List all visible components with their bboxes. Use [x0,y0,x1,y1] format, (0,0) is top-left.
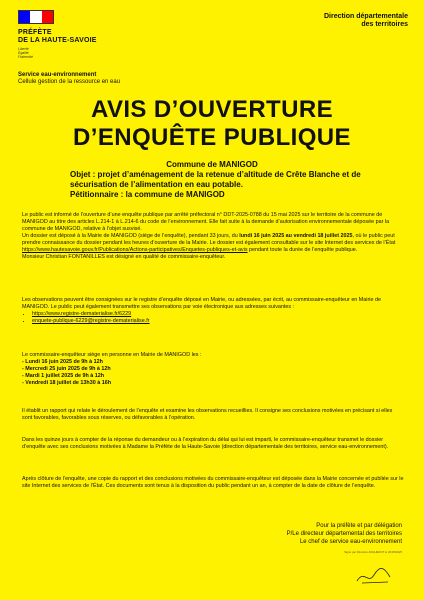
service-name: Service eau-environnement [18,72,97,78]
paragraph-rapport: Il établit un rapport qui relate le déroulement de l’enquête et examine les observations recueillies. Il consigne ses conclusions motivées en précisant si elles sont favorables, favorables sous réserves, ou défavorables à l’opération. [22,408,393,421]
objet-block [70,170,400,200]
signature-block: Pour la préfète et par délégation P/Le directeur départemental des territoires Le chef de service eau-environnement Signé par Direction ANGUENOT le 20/05/2025 [286,523,402,554]
registre-email-link[interactable]: enquete-publique-6229@registre-dematerialise.fr [32,318,150,324]
date-item: - Mercredi 25 juin 2025 de 9h à 12h [22,366,111,372]
signed-note: Signé par Direction ANGUENOT le 20/05/2025 [344,550,402,554]
date-item: - Lundi 16 juin 2025 de 9h à 12h [22,359,103,365]
hautesavoie-link[interactable]: https://www.hautesavoie.gouv.fr/Publications/Actions-participatives/Enquetes-publiques-et-avis [22,247,248,253]
petitionnaire-text: Pétitionnaire : la commune de MANIGOD [70,190,225,199]
french-flag-icon [18,10,54,24]
date-item: - Vendredi 18 juillet de 13h30 à 16h [22,380,111,386]
paragraph-announcement: Le public est informé de l’ouverture d’une enquête publique par arrêté préfectoral n° DDT-2025-0788 du 15 mai 2025 sur le territoire de la commune de MANIGOD au titre des articles L.214-1 à L.214-6 du code de l’environnement. Elle fait suite à la demande d’autorisation environnementale déposée par la commune de MANIGOD, relative à l’objet susvisé. Un dossier est déposé à la Mairie de MANIGOD (siège de l’enquête), pendant 33 jours, du lundi 16 juin 2025 au vendredi 18 juillet 2025, où le public peut prendre connaissance du dossier pendant les heures d’ouverture de la Mairie. Le dossier est également consultable sur le site Internet des services de l’État https://www.hautesavoie.gouv.fr/Publications/Actions-participatives/Enquetes-publiques-et-avis pendant toute la durée de l’enquête publique. Monsieur Christian FONTANILLES est désigné en qualité de commissaire-enquêteur. [22,212,396,260]
service-cell: Cellule gestion de la ressource en eau [18,79,121,85]
commune-label: Commune de MANIGOD [166,160,258,169]
direction-label: Direction départementale des territoires [323,13,408,28]
motto: Liberté Égalité Fraternité [18,47,33,59]
handwritten-signature [354,563,394,589]
notice-title: AVIS D’OUVERTURE D’ENQUÊTE PUBLIQUE [73,96,351,151]
paragraph-cloture: Après clôture de l’enquête, une copie du rapport et des conclusions motivées du commissaire-enquêteur est déposée dans la Mairie concernée et publiée sur le site Internet des services de l’État. Ces documents sont tenus à la disposition du public pendant un an, à compter de la date de clôture de l’enquête. [22,476,404,489]
date-item: - Mardi 1 juillet 2025 de 9h à 12h [22,373,105,379]
service-info [18,72,120,86]
prefecture-logo [18,10,168,59]
paragraph-transmission: Dans les quinze jours à compter de la réponse du demandeur ou à l’expiration du délai qui lui est imparti, le commissaire-enquêteur transmet le dossier d’enquête avec ses conclusions motivées à Madame la Préfète de la Haute-Savoie (direction départementale des territoires, service eau-environnement). [22,437,389,450]
paragraph-permanences: Le commissaire-enquêteur siège en personne en Mairie de MANIGOD les : - Lundi 16 juin 2025 de 9h à 12h - Mercredi 25 juin 2025 de 9h à 12h - Mardi 1 juillet 2025 de 9h à 12h - Vendredi 18 juillet de 13h30 à 16h [22,352,404,387]
paragraph-observations: Les observations peuvent être consignées sur le registre d’enquête déposé en Mairie, ou adressées, par écrit, au commissaire-enquêteur en Mairie de MANIGOD. Le public peut également transmettre ses observations par voie électronique aux adresses suivantes : • https://www.registre-dematerialise.fr/6229 • enquete-publique-6229@registre-dematerialise.fr [22,297,404,325]
registre-link[interactable]: https://www.registre-dematerialise.fr/6229 [32,311,132,317]
prefecture-name: PRÉFÈTE DE LA HAUTE-SAVOIE [18,29,97,44]
objet-text: Objet : projet d’aménagement de la retenue d’altitude de Crête Blanche et de sécurisation de l’alimentation en eau potable. [70,170,361,189]
